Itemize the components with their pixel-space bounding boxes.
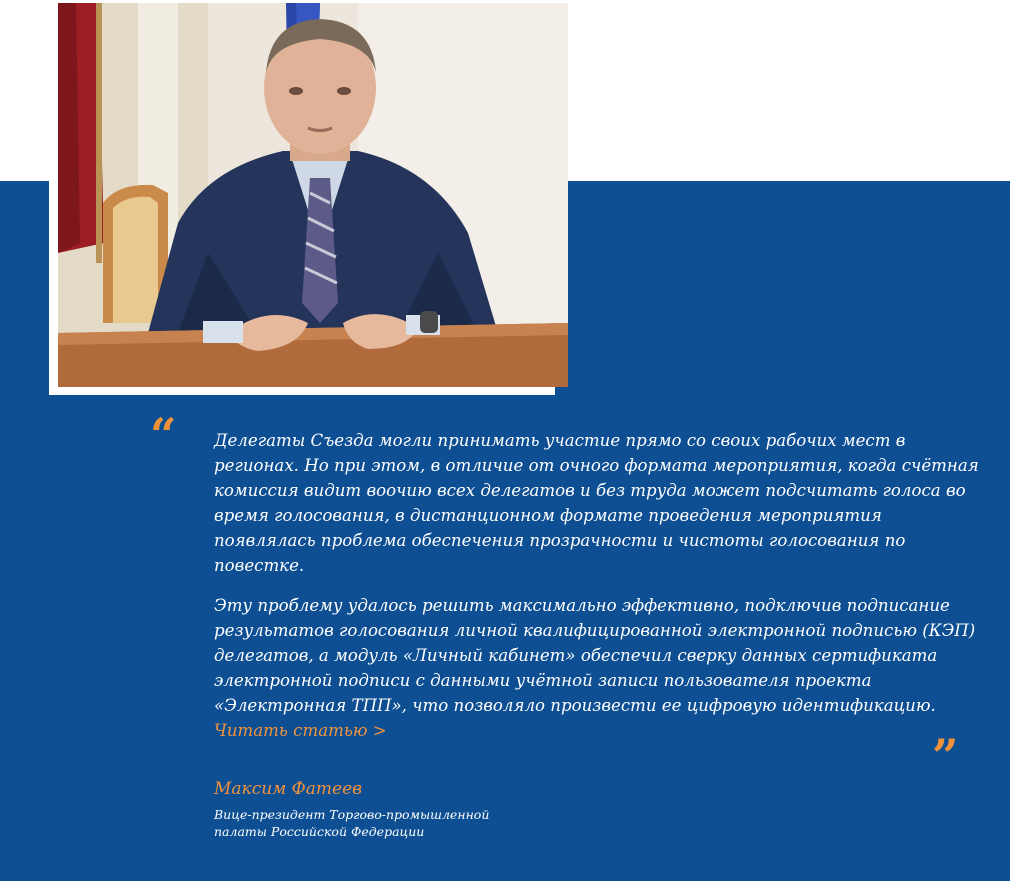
author-role-line-1: Вице-президент Торгово-промышленной xyxy=(214,807,490,822)
read-article-link[interactable]: Читать статью > xyxy=(214,721,387,740)
author-name: Максим Фатеев xyxy=(214,779,363,799)
closing-quote-icon: ” xyxy=(932,729,955,783)
portrait-photo xyxy=(58,3,568,387)
quote-paragraph-2 xyxy=(214,593,979,743)
author-role xyxy=(214,806,554,840)
opening-quote-icon: “ xyxy=(150,408,173,462)
quote-paragraph-1: Делегаты Съезда могли принимать участие прямо со своих рабочих мест в регионах. Но при этом, в отличие от очного формата мероприятия, когда счётная комиссия видит воочию всех делегатов и без труда может подсчитать голоса во время голосования, в дистанционном формате проведения мероприятия появлялась проблема обеспечения прозрачности и чистоты голосования по повестке. xyxy=(214,431,979,575)
quote-paragraph-2-text: Эту проблему удалось решить максимально эффективно, подключив подписание результатов голосования личной квалифицированной электронной подписью (КЭП) делегатов, а модуль «Личный кабинет» обеспечил сверку данных сертификата электронной подписи с данными учётной записи пользователя проекта «Электронная ТПП», что позволяло произвести ее цифровую идентификацию. xyxy=(214,596,976,715)
quote-text xyxy=(214,428,979,743)
author-role-line-2: палаты Российской Федерации xyxy=(214,824,425,839)
